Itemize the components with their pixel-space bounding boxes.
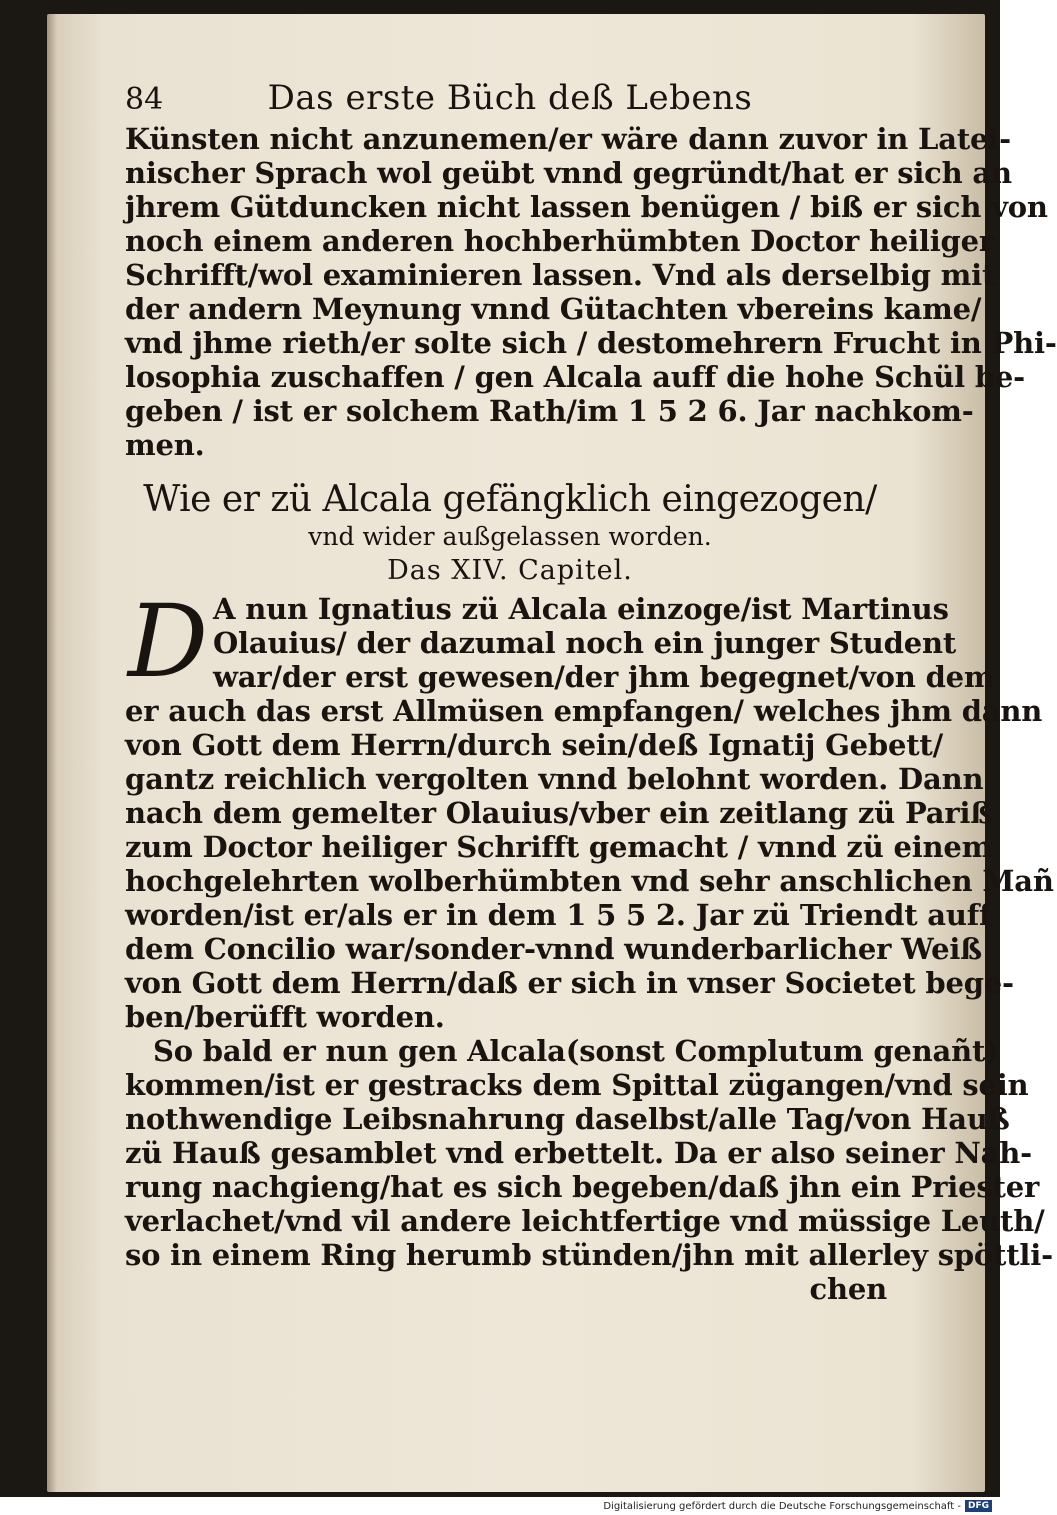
- text-line: rung nachgieng/hat es sich begeben/daß jhn ein Priester: [125, 1170, 1040, 1204]
- text-line: losophia zuschaffen / gen Alcala auff die hohe Schül be-: [125, 360, 1026, 394]
- text-line: so in einem Ring herumb stünden/jhn mit allerley spöttli-: [125, 1238, 1053, 1272]
- text-line: geben / ist er solchem Rath/im 1 5 2 6. Jar nachkom-: [125, 394, 974, 428]
- footer-bar: [0, 1497, 1000, 1515]
- text-line: der andern Meynung vnnd Gütachten vbereins kame/: [125, 292, 982, 326]
- text-line: er auch das erst Allmüsen empfangen/ welches jhm dann: [125, 694, 1043, 728]
- text-line: Olauius/ der dazumal noch ein junger Student: [213, 626, 957, 660]
- text-line: worden/ist er/als er in dem 1 5 5 2. Jar zü Triendt auff: [125, 898, 992, 932]
- text-line: A nun Ignatius zü Alcala einzoge/ist Martinus: [213, 592, 949, 626]
- text-line: vnd jhme rieth/er solte sich / destomehrern Frucht in Phi-: [125, 326, 1057, 360]
- page-number: 84: [125, 82, 164, 117]
- text-line: jhrem Gütduncken nicht lassen benügen / biß er sich von: [125, 190, 1048, 224]
- decorated-initial: D: [127, 583, 209, 700]
- text-line: ben/berüfft worden.: [125, 1000, 445, 1034]
- paragraph-3: [125, 1034, 1053, 1272]
- text-line: von Gott dem Herrn/durch sein/deß Ignatij Gebett/: [125, 728, 944, 762]
- text-line: So bald er nun gen Alcala(sonst Complutum genañt): [153, 1034, 999, 1068]
- text-line: hochgelehrten wolberhümbten vnd sehr anschlichen Mañ: [125, 864, 1054, 898]
- running-title: Das erste Büch deß Lebens: [267, 78, 753, 118]
- text-line: gantz reichlich vergolten vnnd belohnt worden. Dann: [125, 762, 984, 796]
- text-line: dem Concilio war/sonder-vnnd wunderbarlicher Weiß: [125, 932, 982, 966]
- text-line: kommen/ist er gestracks dem Spittal zügangen/vnd sein: [125, 1068, 1029, 1102]
- text-line: noch einem anderen hochberhümbten Doctor heiliger: [125, 224, 994, 258]
- catchword: chen: [809, 1272, 887, 1306]
- page-text: [125, 78, 1057, 1306]
- funding-note: Digitalisierung gefördert durch die Deutsche Forschungsgemeinschaft -: [603, 1500, 961, 1512]
- paragraph-2: [125, 583, 1054, 1034]
- text-line: Künsten nicht anzunemen/er wäre dann zuvor in Latei-: [125, 122, 1011, 156]
- text-line: Schrifft/wol examinieren lassen. Vnd als derselbig mit: [125, 258, 996, 292]
- paragraph-1: [125, 122, 1057, 462]
- text-line: war/der erst gewesen/der jhm begegnet/von dem: [213, 660, 995, 694]
- chapter-heading: Wie er zü Alcala gefängklich eingezogen/: [143, 479, 877, 520]
- text-line: zum Doctor heiliger Schrifft gemacht / vnnd zü einem: [125, 830, 993, 864]
- text-line: nach dem gemelter Olauius/vber ein zeitlang zü Pariß: [125, 796, 993, 830]
- text-line: verlachet/vnd vil andere leichtfertige vnd müssige Leuth/: [125, 1204, 1045, 1238]
- chapter-number: Das XIV. Capitel.: [387, 555, 633, 586]
- running-head: [125, 78, 895, 122]
- text-line: nischer Sprach wol geübt vnnd gegründt/hat er sich an: [125, 156, 1012, 190]
- text-line: von Gott dem Herrn/daß er sich in vnser Societet bege-: [125, 966, 1014, 1000]
- text-line: nothwendige Leibsnahrung daselbst/alle Tag/von Hauß: [125, 1102, 1010, 1136]
- text-line: men.: [125, 428, 205, 462]
- chapter-subheading: vnd wider außgelassen worden.: [308, 522, 712, 551]
- page-gutter-shadow: [47, 14, 57, 1492]
- text-line: zü Hauß gesamblet vnd erbettelt. Da er also seiner Nah-: [125, 1136, 1032, 1170]
- dfg-logo: DFG: [965, 1500, 992, 1512]
